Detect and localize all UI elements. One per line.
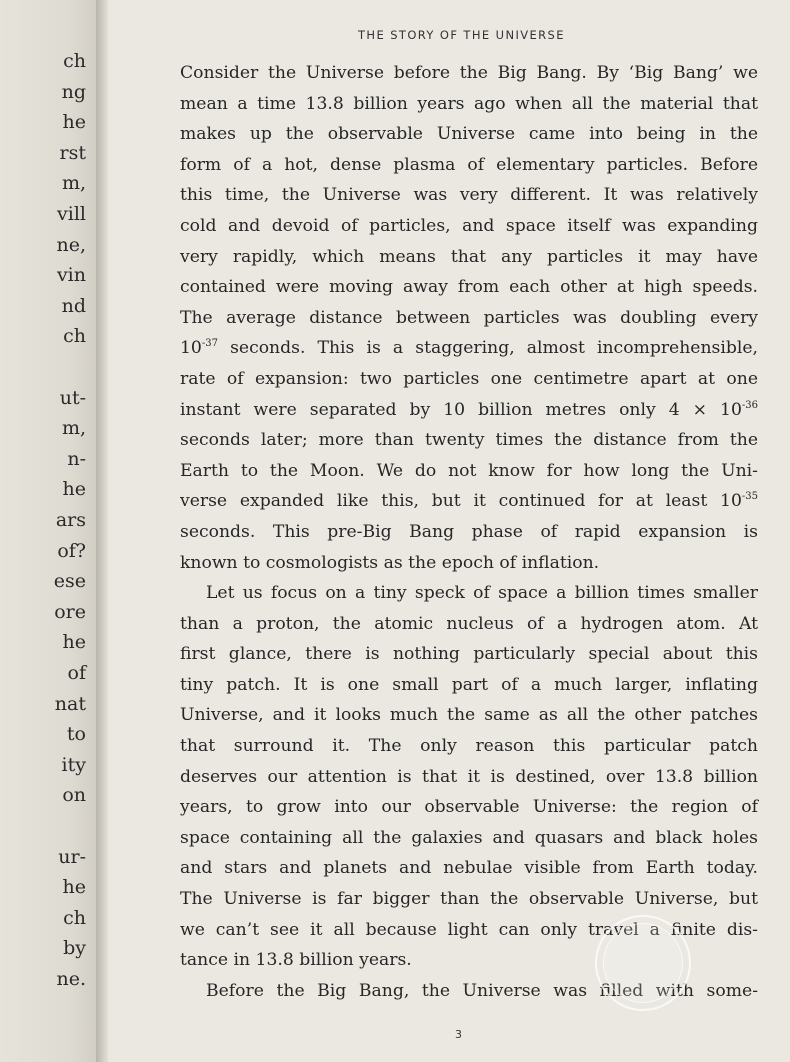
text-line: seconds later; more than twenty times the distance from the	[180, 430, 758, 451]
text-line: cold and devoid of particles, and space itself was expanding	[180, 215, 758, 236]
text-line	[180, 333, 758, 364]
facing-page-line-fragment: ng	[61, 80, 86, 103]
text-line: deserves our attention is that it is destined, over 13.8 billion	[180, 766, 758, 787]
text-line: Let us focus on a tiny speck of space a billion times smaller	[206, 583, 758, 604]
facing-page-line-fragment: vin	[56, 264, 86, 287]
facing-page-line-fragment: of	[67, 662, 86, 684]
facing-page-line-fragment: ne.	[56, 968, 86, 990]
text-line: space containing all the galaxies and quasars and black holes	[180, 827, 758, 848]
text-line: form of a hot, dense plasma of elementary particles. Before	[180, 154, 758, 175]
text-line: Earth to the Moon. We do not know for how long the Uni-	[180, 460, 758, 481]
text-segment: verse expanded like this, but it continued for at least 10	[180, 491, 742, 512]
text-line: tance in 13.8 billion years.	[180, 950, 412, 971]
text-line: tiny patch. It is one small part of a much larger, inflating	[180, 674, 758, 695]
text-line: first glance, there is nothing particularly special about this	[180, 644, 758, 665]
page-number: 3	[455, 1028, 462, 1041]
text-line: years, to grow into our observable Universe: the region of	[180, 797, 758, 818]
exponent: -35	[741, 491, 758, 503]
facing-page-line-fragment: ars	[55, 509, 86, 531]
facing-page-line-fragment: he	[62, 876, 86, 899]
text-segment: 10	[180, 338, 202, 359]
text-line: seconds. This pre-Big Bang phase of rapid expansion is	[180, 521, 758, 542]
text-line: Consider the Universe before the Big Bang. By ‘Big Bang’ we	[180, 63, 758, 83]
text-line: we can’t see it all because light can only travel a finite dis-	[180, 919, 758, 940]
facing-page-line-fragment: to	[66, 723, 86, 746]
text-segment: seconds. This is a staggering, almost incomprehensible,	[217, 338, 758, 359]
facing-page-line-fragment: ch	[63, 906, 86, 929]
facing-page-line-fragment: he	[62, 631, 86, 654]
text-line: rate of expansion: two particles one centimetre apart at one	[180, 368, 758, 389]
facing-page-line-fragment: nd	[61, 294, 86, 317]
text-line: makes up the observable Universe came into being in the	[180, 124, 758, 145]
facing-page-line-fragment: ity	[61, 753, 86, 776]
facing-page-line-fragment: on	[62, 784, 86, 807]
text-segment: instant were separated by 10 billion metres only 4 × 10	[180, 399, 742, 420]
text-line	[180, 486, 758, 517]
facing-page-line-fragment: of?	[57, 539, 86, 562]
text-line: contained were moving away from each other at high speeds.	[180, 277, 758, 298]
text-line: Before the Big Bang, the Universe was filled with some-	[206, 980, 758, 1001]
text-line	[180, 395, 758, 426]
facing-page-line-fragment: rst	[59, 141, 86, 164]
text-line: mean a time 13.8 billion years ago when all the material that	[180, 93, 758, 114]
exponent: -37	[201, 338, 218, 350]
running-head: THE STORY OF THE UNIVERSE	[358, 28, 565, 42]
facing-page-line-fragment: m,	[61, 172, 86, 195]
facing-page-line-fragment: ese	[53, 570, 86, 593]
facing-page-edge	[0, 0, 100, 1062]
facing-page-line-fragment: m,	[61, 417, 86, 440]
facing-page-line-fragment: he	[62, 478, 86, 501]
text-line: and stars and planets and nebulae visible from Earth today.	[180, 858, 758, 879]
facing-page-line-fragment: vill	[57, 203, 86, 225]
body-text	[180, 58, 758, 1006]
facing-page-line-fragment: ur-	[58, 845, 86, 868]
facing-page-line-fragment: nat	[54, 692, 86, 715]
text-line: that surround it. The only reason this particular patch	[180, 736, 758, 757]
facing-page-line-fragment: he	[62, 111, 86, 134]
text-line: than a proton, the atomic nucleus of a hydrogen atom. At	[180, 613, 758, 634]
book-gutter	[96, 0, 108, 1062]
facing-page-line-fragment: n-	[67, 447, 86, 470]
facing-page-line-fragment: ore	[54, 600, 86, 623]
book-page	[108, 0, 790, 1062]
text-line: this time, the Universe was very different. It was relatively	[180, 185, 758, 206]
facing-page-line-fragment: ch	[63, 50, 86, 72]
facing-page-line-fragment: ne,	[56, 233, 86, 256]
facing-page-line-fragment: ch	[63, 325, 86, 348]
facing-page-line-fragment: ut-	[59, 386, 86, 409]
text-line: The Universe is far bigger than the observable Universe, but	[180, 889, 758, 910]
text-line: known to cosmologists as the epoch of inflation.	[180, 552, 600, 573]
text-line: very rapidly, which means that any particles it may have	[180, 246, 758, 267]
facing-page-line-fragment: by	[63, 937, 86, 960]
exponent: -36	[741, 399, 758, 411]
text-line: The average distance between particles was doubling every	[180, 307, 758, 328]
text-line: Universe, and it looks much the same as all the other patches	[180, 705, 758, 726]
